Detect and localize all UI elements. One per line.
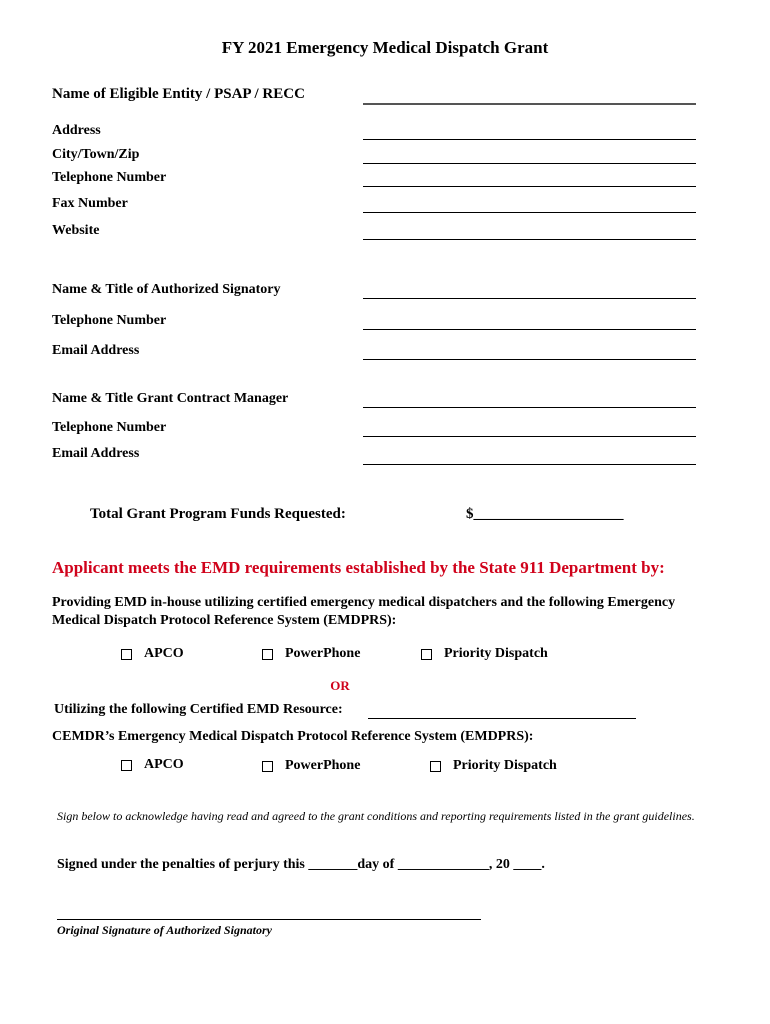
perjury-statement[interactable]: Signed under the penalties of perjury this _______day of _____________, 20 ____. <box>57 857 545 872</box>
checkbox-label: Priority Dispatch <box>453 758 557 773</box>
form-title: FY 2021 Emergency Medical Dispatch Grant <box>221 38 549 57</box>
signatory-name-field[interactable] <box>363 298 696 299</box>
checkbox-icon[interactable] <box>430 761 441 772</box>
checkbox-label: PowerPhone <box>285 646 361 661</box>
website-label: Website <box>52 223 100 238</box>
manager-name-label: Name & Title Grant Contract Manager <box>52 391 289 406</box>
city-label: City/Town/Zip <box>52 147 140 162</box>
manager-email-label: Email Address <box>52 446 140 461</box>
inhouse-text: Providing EMD in-house utilizing certified emergency medical dispatchers and the following Emergency Medical Dispatch Protocol Reference System (EMDPRS): <box>52 595 676 628</box>
checkbox-icon[interactable] <box>121 760 132 771</box>
manager-phone-label: Telephone Number <box>52 420 167 435</box>
checkbox-label: Priority Dispatch <box>444 646 548 661</box>
or-divider: OR <box>330 678 350 693</box>
phone-field[interactable] <box>363 186 696 187</box>
acknowledge-text: Sign below to acknowledge having read and agreed to the grant conditions and reporting requirements listed in the grant guidelines. <box>57 809 695 823</box>
checkbox-label: APCO <box>144 757 184 772</box>
manager-name-field[interactable] <box>363 407 696 408</box>
funds-label: Total Grant Program Funds Requested: <box>90 506 346 522</box>
entity-name-field[interactable] <box>363 103 696 105</box>
signatory-phone-field[interactable] <box>363 329 696 330</box>
phone-label: Telephone Number <box>52 170 167 185</box>
signatory-email-label: Email Address <box>52 343 140 358</box>
cemdr-text: CEMDR’s Emergency Medical Dispatch Protocol Reference System (EMDPRS): <box>52 729 534 744</box>
checkbox-icon[interactable] <box>421 649 432 660</box>
signature-field[interactable] <box>57 919 481 920</box>
fax-label: Fax Number <box>52 196 128 211</box>
checkbox-powerphone-2[interactable] <box>262 758 360 774</box>
fax-field[interactable] <box>363 212 696 213</box>
checkbox-apco-1[interactable] <box>121 646 184 662</box>
signature-label: Original Signature of Authorized Signatory <box>57 923 272 937</box>
checkbox-icon[interactable] <box>121 649 132 660</box>
checkbox-icon[interactable] <box>262 761 273 772</box>
checkbox-label: APCO <box>144 646 184 661</box>
entity-name-label: Name of Eligible Entity / PSAP / RECC <box>52 86 305 102</box>
funds-field[interactable]: $____________________ <box>466 506 624 522</box>
manager-phone-field[interactable] <box>363 436 696 437</box>
emd-resource-field[interactable] <box>368 718 636 719</box>
utilizing-label: Utilizing the following Certified EMD Resource: <box>54 702 343 717</box>
signatory-name-label: Name & Title of Authorized Signatory <box>52 282 281 297</box>
city-field[interactable] <box>363 163 696 164</box>
signatory-email-field[interactable] <box>363 359 696 360</box>
checkbox-icon[interactable] <box>262 649 273 660</box>
signatory-phone-label: Telephone Number <box>52 313 167 328</box>
address-field[interactable] <box>363 139 696 140</box>
website-field[interactable] <box>363 239 696 240</box>
manager-email-field[interactable] <box>363 464 696 465</box>
checkbox-apco-2[interactable] <box>121 757 184 773</box>
checkbox-priority-2[interactable] <box>430 758 557 774</box>
address-label: Address <box>52 123 101 138</box>
checkbox-label: PowerPhone <box>285 758 361 773</box>
checkbox-priority-1[interactable] <box>421 646 548 662</box>
checkbox-powerphone-1[interactable] <box>262 646 360 662</box>
requirements-heading: Applicant meets the EMD requirements established by the State 911 Department by: <box>52 558 665 577</box>
